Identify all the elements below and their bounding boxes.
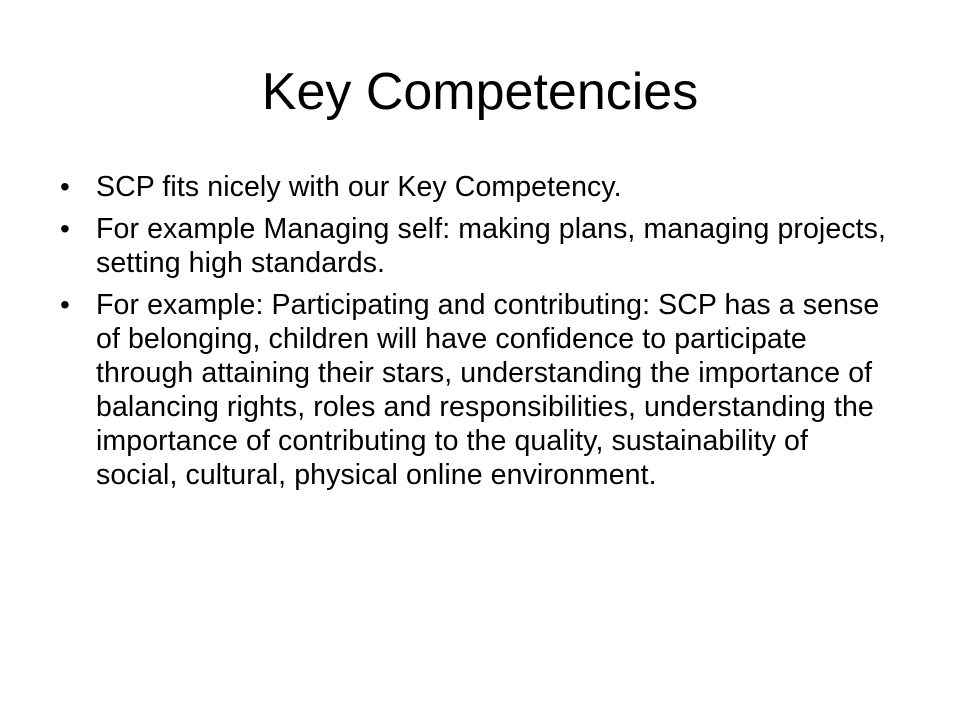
- bullet-text: For example: Participating and contributing: SCP has a sense of belonging, children will have confidence to participate through attaining their stars, understanding the importance of balancing rights, roles and responsibilities, understanding the importance of contributing to the quality, sustainability of social, cultural, physical online environment.: [96, 289, 880, 491]
- slide-title: Key Competencies: [261, 63, 699, 121]
- bullet-list: [60, 170, 890, 500]
- bullet-text: For example Managing self: making plans, managing projects, setting high standards.: [96, 213, 887, 279]
- bullet-icon: •: [60, 213, 70, 244]
- bullet-item: [60, 288, 890, 492]
- bullet-icon: •: [60, 289, 70, 320]
- bullet-item: [60, 212, 890, 280]
- bullet-text: SCP fits nicely with our Key Competency.: [96, 171, 622, 203]
- bullet-icon: •: [60, 171, 70, 202]
- bullet-item: [60, 170, 890, 204]
